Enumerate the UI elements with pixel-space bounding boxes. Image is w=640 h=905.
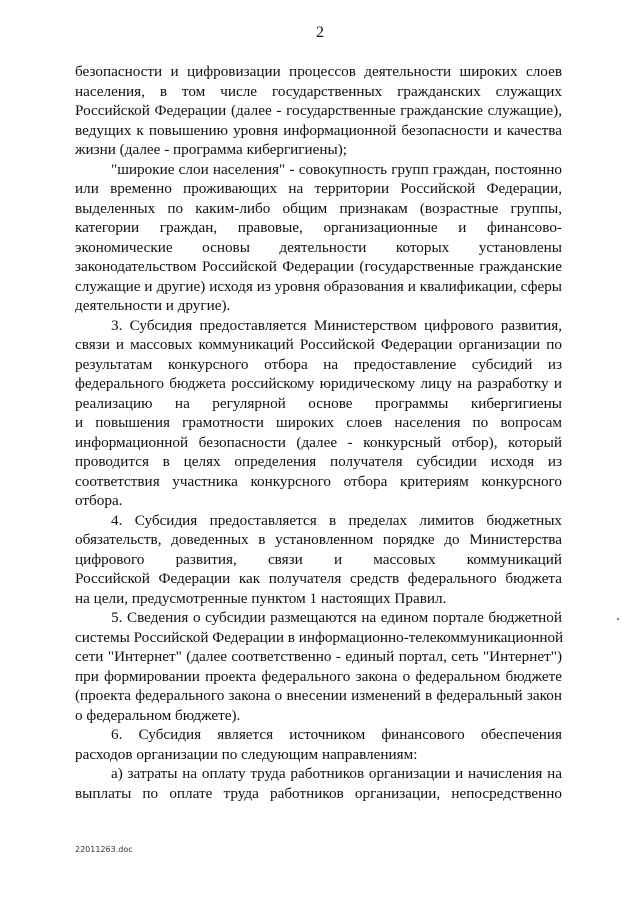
text-line: Российской Федерации как получателя средств федерального бюджета [75, 570, 562, 587]
text-line: 5. Сведения о субсидии размещаются на едином портале бюджетной [111, 609, 562, 626]
text-line: сети "Интернет" (далее соответственно - единый портал, сеть "Интернет") [75, 648, 562, 665]
text-line: 4. Субсидия предоставляется в пределах лимитов бюджетных [111, 511, 562, 529]
text-line: цифрового развития, связи и массовых коммуникаций [75, 550, 562, 568]
text-line: проводится в целях определения получателя субсидии исходя из [75, 453, 562, 470]
text-line: и повышения грамотности широких слоев населения по вопросам [75, 414, 562, 431]
text-line: информационной безопасности (далее - конкурсный отбор), который [75, 433, 562, 451]
text-line: населения, в том числе государственных гражданских служащих [75, 82, 562, 100]
margin-mark [617, 618, 619, 620]
text-line: расходов организации по следующим направлениям: [75, 745, 418, 763]
text-line: системы Российской Федерации в информационно-телекоммуникационной [75, 628, 564, 646]
text-line: безопасности и цифровизации процессов деятельности широких слоев [75, 63, 562, 80]
text-line: деятельности и другие). [75, 297, 231, 314]
text-line: ведущих к повышению уровня информационной безопасности и качества [75, 121, 562, 139]
text-line: законодательством Российской Федерации (государственные гражданские [75, 258, 562, 275]
text-line: при формировании проекта федерального закона о федеральном бюджете [75, 667, 562, 685]
text-line: на цели, предусмотренные пунктом 1 настоящих Правил. [75, 589, 447, 607]
text-line: соответствия участника конкурсного отбора критериям конкурсного [75, 472, 562, 490]
text-line: (проекта федерального закона о внесении изменений в федеральный закон [75, 687, 562, 704]
text-line: выплаты по оплате труда работников организации, непосредственно [75, 784, 562, 802]
text-line: 3. Субсидия предоставляется Министерством цифрового развития, [111, 316, 562, 334]
text-line: связи и массовых коммуникаций Российской Федерации организации по [75, 336, 562, 353]
text-line: реализацию на регулярной основе программы кибергигиены [75, 394, 562, 412]
text-line: результатам конкурсного отбора на предоставление субсидий из [75, 355, 562, 373]
text-line: Российской Федерации (далее - государственные гражданские служащие), [75, 102, 562, 119]
page-number: 2 [316, 24, 324, 41]
text-line: отбора. [75, 492, 123, 509]
text-line: обязательств, доведенных в установленном порядке до Министерства [75, 531, 562, 548]
document-body [75, 62, 562, 803]
text-line: выделенных по каким-либо общим признакам (возрастные группы, [75, 199, 562, 217]
text-line: жизни (далее - программа кибергигиены); [75, 141, 348, 158]
text-line: о федеральном бюджете). [75, 706, 241, 724]
text-line: или временно проживающих на территории Российской Федерации, [75, 180, 562, 197]
text-line: служащие и другие) исходя из уровня образования и квалификации, сферы [75, 277, 562, 295]
text-line: а) затраты на оплату труда работников организации и начисления на [111, 765, 562, 782]
text-line: федерального бюджета российскому юридическому лицу на разработку и [75, 375, 562, 392]
text-line: "широкие слои населения" - совокупность групп граждан, постоянно [111, 160, 562, 178]
text-line: категории граждан, правовые, организационные и финансово- [75, 219, 562, 236]
text-line: экономические основы деятельности которых установлены [75, 238, 562, 256]
document-code: 22011263.doc [75, 845, 133, 854]
text-line: 6. Субсидия является источником финансового обеспечения [111, 726, 562, 743]
